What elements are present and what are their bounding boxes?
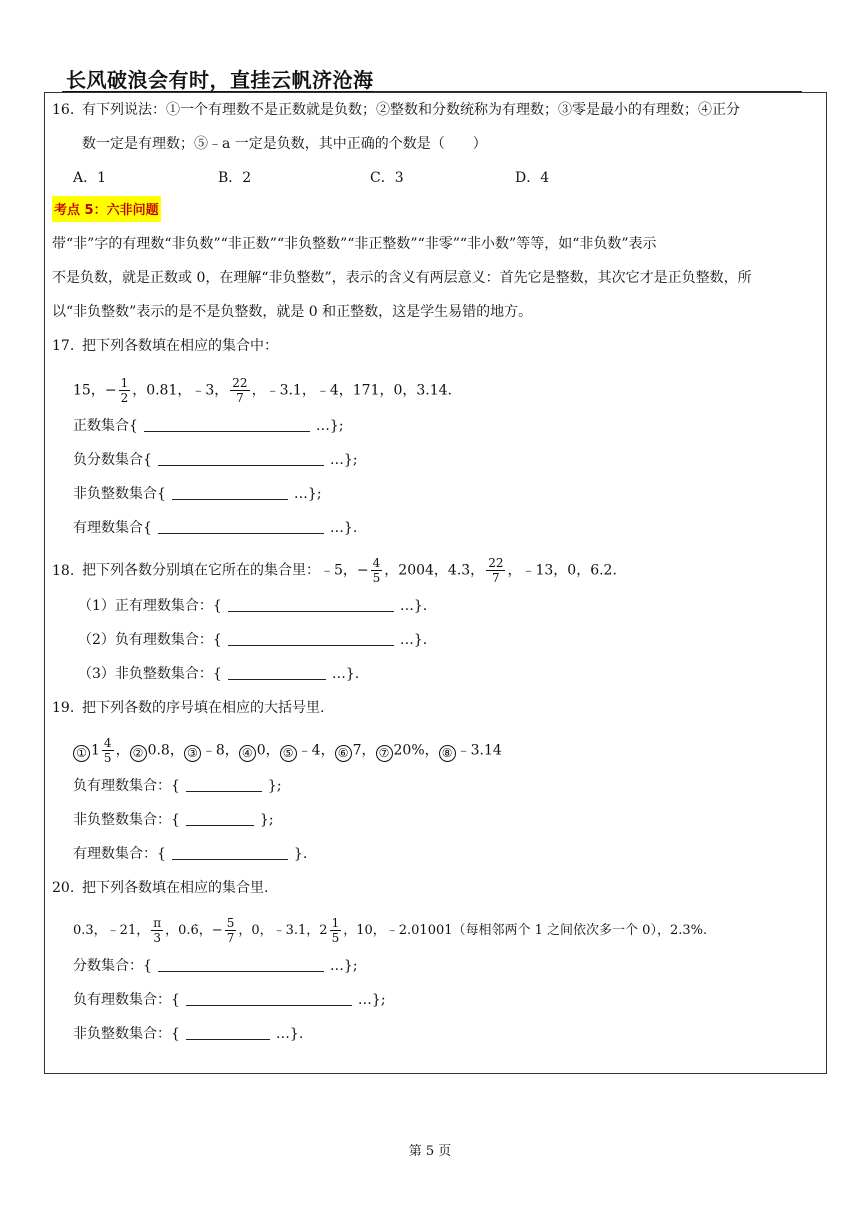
q20-set-3 xyxy=(73,1024,303,1044)
q17-set-end-1: …}; xyxy=(315,418,344,434)
q16-option-b: B．2 xyxy=(218,170,252,186)
answer-blank[interactable] xyxy=(158,957,324,972)
q18-mid: ，2004，4.3̇， xyxy=(384,562,485,579)
q17-set-end-3: …}; xyxy=(293,486,322,502)
q19-set-1 xyxy=(73,776,282,796)
q16-statement-5: ﹣a 一定是负数，其中正确的个数是（ ） xyxy=(208,136,487,152)
answer-blank[interactable] xyxy=(186,811,254,826)
q17-number: 17. xyxy=(52,338,75,354)
answer-blank[interactable] xyxy=(186,777,262,792)
kaodian-label: 考点 5：六非问题 xyxy=(52,196,161,222)
header-title: 长风破浪会有时，直挂云帆济沧海 xyxy=(66,68,374,92)
q18-fraction-2: $\frac{22}{7}$ xyxy=(488,556,504,585)
q18-stem: 把下列各数分别填在它所在的集合里：﹣5， xyxy=(82,562,357,579)
q16-statement-1: 一个有理数不是正数就是负数； xyxy=(180,102,376,118)
q19-fraction: $\frac{4}{5}$ xyxy=(103,736,112,765)
q18-set-3 xyxy=(78,664,359,684)
q17-set-end-2: …}; xyxy=(329,452,358,468)
q18-set-2 xyxy=(78,630,427,650)
q19-item-3: ﹣8， xyxy=(201,742,239,759)
circle-2: ② xyxy=(376,102,390,118)
q17-set-label-1: 正数集合{ xyxy=(73,418,138,434)
intro-line-1: 带“非”字的有理数“非负数”“非正数”“非负整数”“非正整数”“非零”“非小数”等等，如“非负数”表示 xyxy=(52,236,657,252)
q17-set-label-3: 非负整数集合{ xyxy=(73,486,166,502)
q17-set-positive xyxy=(73,416,344,436)
q18-fraction-1: $\frac{4}{5}$ xyxy=(372,556,381,585)
q19-stem: 把下列各数的序号填在相应的大括号里. xyxy=(82,700,325,716)
q17-set-end-4: …}. xyxy=(329,520,358,536)
q19-number: 19. xyxy=(52,700,75,716)
answer-blank[interactable] xyxy=(186,1025,270,1040)
q20-num-c: ，0，﹣3.1，2 xyxy=(238,923,328,938)
answer-blank[interactable] xyxy=(172,485,288,500)
q16-option-d: D．4 xyxy=(515,170,550,186)
q17-fraction-2: $\frac{22}{7}$ xyxy=(232,376,248,405)
circle-8: ⑧ xyxy=(439,745,456,762)
circle-3: ③ xyxy=(184,745,201,762)
q19-item-6: 7， xyxy=(352,742,376,759)
answer-blank[interactable] xyxy=(228,597,394,612)
q20-fraction-2: $\frac{5}{7}$ xyxy=(226,916,235,945)
q20-number: 20. xyxy=(52,880,75,896)
q17-set-negative-fraction xyxy=(73,450,358,470)
q20-num-b: ，0.6̇， xyxy=(165,923,212,938)
q19-item-7: 20%， xyxy=(393,742,439,759)
circle-3: ③ xyxy=(558,102,572,118)
q16-option-c: C．3 xyxy=(370,170,404,186)
q20-stem: 把下列各数填在相应的集合里. xyxy=(82,880,269,896)
intro-line-3: 以“非负整数”表示的是不是负整数，就是 0 和正整数，这是学生易错的地方。 xyxy=(52,304,533,320)
q17-num-c: ，﹣3.1，﹣4，171，0，3.14. xyxy=(251,382,453,399)
q17-set-rational xyxy=(73,518,357,538)
answer-blank[interactable] xyxy=(144,417,310,432)
q18-set-label-2: （2）负有理数集合：{ xyxy=(78,632,222,648)
q20-set-end-2: …}; xyxy=(357,992,386,1008)
circle-5: ⑤ xyxy=(194,136,208,152)
page-number: 第 5 页 xyxy=(408,1144,452,1159)
q19-set-label-2: 非负整数集合：{ xyxy=(73,812,180,828)
q20-set-label-1: 分数集合：{ xyxy=(73,958,152,974)
q16-option-a: A．1 xyxy=(73,170,107,186)
q18-stem-line: 18. 把下列各数分别填在它所在的集合里：﹣5，− $\frac{4}{5}$ ，2004，4.3̇， $\frac{22}{7}$ ，﹣13，0，6.2. xyxy=(52,556,617,585)
q16-statement-4: 正分 xyxy=(712,102,740,118)
q20-set-1 xyxy=(73,956,358,976)
q20-num-d: ，10，﹣2.01001（每相邻两个 1 之间依次多一个 0），2.3%. xyxy=(343,923,708,938)
q16-statement-2: 整数和分数统称为有理数； xyxy=(390,102,558,118)
q19-sep: ， xyxy=(115,742,130,759)
q18-set-label-3: （3）非负整数集合：{ xyxy=(78,666,222,682)
q16-stem: 有下列说法： xyxy=(82,102,166,118)
circle-2: ② xyxy=(130,745,147,762)
q17-num-b: ，0.81，﹣3， xyxy=(132,382,229,399)
q16-number: 16. xyxy=(52,102,75,118)
q19-item-8: ﹣3.14 xyxy=(456,742,502,759)
answer-blank[interactable] xyxy=(186,991,352,1006)
circle-6: ⑥ xyxy=(335,745,352,762)
circle-7: ⑦ xyxy=(376,745,393,762)
q16-line2 xyxy=(82,134,487,154)
q16-statement-4-cont: 数一定是有理数； xyxy=(82,136,194,152)
circle-4: ④ xyxy=(239,745,256,762)
q20-set-label-2: 负有理数集合：{ xyxy=(73,992,180,1008)
q19-item-1: 1 xyxy=(91,742,100,759)
answer-blank[interactable] xyxy=(172,845,288,860)
q18-set-end-2: …}. xyxy=(399,632,428,648)
q17-set-nonneg-int xyxy=(73,484,322,504)
answer-blank[interactable] xyxy=(228,631,394,646)
q19-set-end-1: }; xyxy=(267,778,282,794)
q20-set-label-3: 非负整数集合：{ xyxy=(73,1026,180,1042)
q19-item-2: 0.8， xyxy=(147,742,184,759)
q16-line1 xyxy=(52,100,740,120)
circle-5: ⑤ xyxy=(280,745,297,762)
q17-set-label-4: 有理数集合{ xyxy=(73,520,152,536)
q20-set-2 xyxy=(73,990,386,1010)
circle-4: ④ xyxy=(698,102,712,118)
q17-stem-line xyxy=(52,336,278,356)
q18-set-label-1: （1）正有理数集合：{ xyxy=(78,598,222,614)
q19-set-2 xyxy=(73,810,274,830)
page-header xyxy=(62,62,802,92)
q20-stem-line xyxy=(52,878,268,898)
q19-set-end-2: }; xyxy=(259,812,274,828)
q17-stem: 把下列各数填在相应的集合中： xyxy=(82,338,278,354)
q17-numbers: 15，− $\frac{1}{2}$ ，0.81，﹣3， $\frac{22}{7}$ ，﹣3.1，﹣4，171，0，3.14. xyxy=(73,376,453,405)
q20-fraction-pi: $\frac{\pi}{3}$ xyxy=(153,916,162,945)
q20-numbers: 0.3，﹣21， $\frac{\pi}{3}$ ，0.6̇，− $\frac{5}{7}$ ，0，﹣3.1，2 $\frac{1}{5}$ ，10，﹣2.01001（每相邻两个 1 之间依次多一个 0），2.3%. xyxy=(73,916,708,945)
q18-number: 18. xyxy=(52,562,75,579)
q16-statement-3: 零是最小的有理数； xyxy=(572,102,698,118)
q19-item-4: 0， xyxy=(256,742,280,759)
q19-items xyxy=(73,736,502,765)
q18-set-end-3: …}. xyxy=(331,666,360,682)
q19-set-end-3: }. xyxy=(293,846,308,862)
q19-set-3 xyxy=(73,844,307,864)
answer-blank[interactable] xyxy=(228,665,326,680)
q18-set-1 xyxy=(78,596,427,616)
intro-line-2: 不是负数，就是正数或 0，在理解“非负整数”，表示的含义有两层意义：首先它是整数，其次它才是正负整数，所 xyxy=(52,270,752,286)
q18-set-end-1: …}. xyxy=(399,598,428,614)
q17-num-a: 15， xyxy=(73,382,105,399)
q17-set-label-2: 负分数集合{ xyxy=(73,452,152,468)
q19-stem-line xyxy=(52,698,324,718)
q19-item-5: ﹣4， xyxy=(297,742,335,759)
q20-set-end-3: …}. xyxy=(275,1026,304,1042)
q19-set-label-3: 有理数集合：{ xyxy=(73,846,166,862)
circle-1: ① xyxy=(166,102,180,118)
q20-num-a: 0.3，﹣21， xyxy=(73,923,150,938)
answer-blank[interactable] xyxy=(158,519,324,534)
q18-tail: ，﹣13，0，6.2. xyxy=(507,562,617,579)
circle-1: ① xyxy=(73,745,90,762)
q20-set-end-1: …}; xyxy=(329,958,358,974)
answer-blank[interactable] xyxy=(158,451,324,466)
q20-fraction-3: $\frac{1}{5}$ xyxy=(331,916,340,945)
q17-fraction-1: $\frac{1}{2}$ xyxy=(120,376,129,405)
q19-set-label-1: 负有理数集合：{ xyxy=(73,778,180,794)
